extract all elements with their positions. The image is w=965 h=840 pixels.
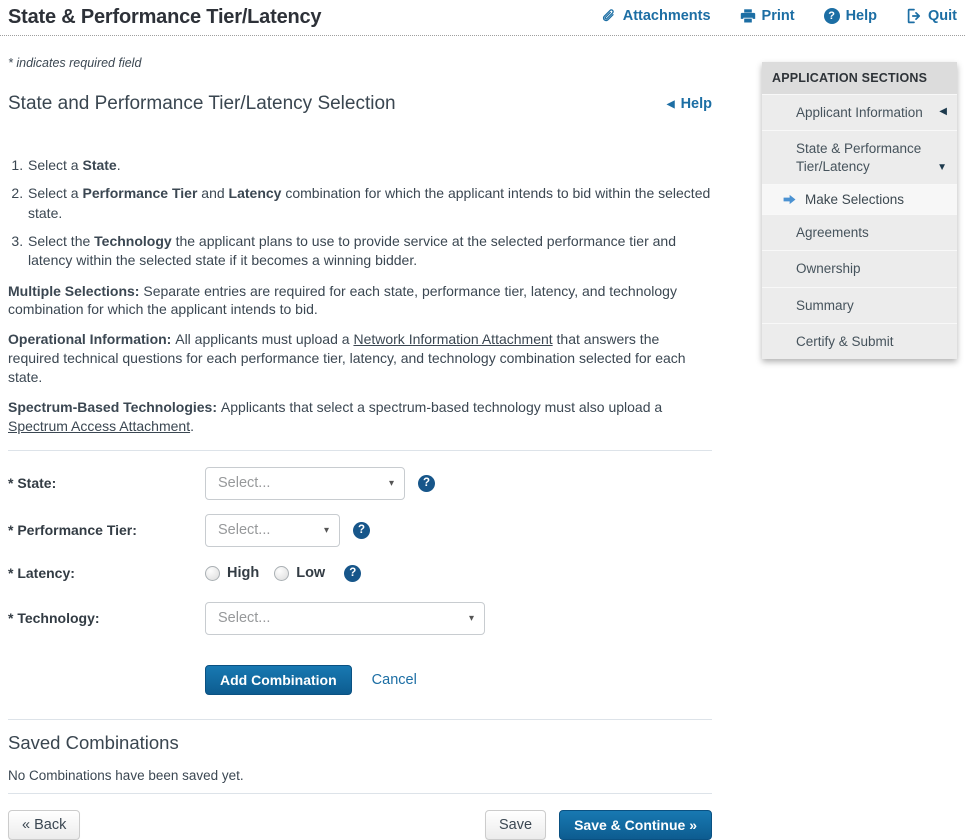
text-segment: Applicants that select a spectrum-based technology must also upload a <box>220 399 663 416</box>
latency-radio-group <box>205 565 340 581</box>
selection-form <box>8 467 712 695</box>
footer-right-actions <box>485 810 712 840</box>
performance-tier-select-value: Select... <box>218 522 271 539</box>
sidebar-title: APPLICATION SECTIONS <box>762 62 957 94</box>
quit-label: Quit <box>928 8 957 24</box>
save-button[interactable]: Save <box>485 810 546 840</box>
sidebar-item-label: State & Performance Tier/Latency <box>796 141 922 174</box>
text-segment: the applicant plans to use to provide service at the selected performance tier and latency within the selected state if it becomes a winning bidder. <box>28 232 676 269</box>
state-select-value: Select... <box>218 475 271 492</box>
text-segment: Multiple Selections: <box>8 282 144 299</box>
print-label: Print <box>761 8 795 24</box>
cancel-link[interactable]: Cancel <box>371 671 417 688</box>
sidebar-item-applicant-information[interactable] <box>762 94 957 130</box>
text-segment: . <box>116 157 121 173</box>
form-divider <box>8 450 712 451</box>
text-segment: Latency <box>228 185 282 202</box>
performance-tier-select[interactable] <box>205 514 340 547</box>
sidebar-item-state-performance[interactable] <box>762 130 957 184</box>
text-segment: and <box>197 185 229 202</box>
collapsed-indicator-icon: ◀ <box>939 106 947 118</box>
save-continue-button[interactable]: Save & Continue » <box>559 810 712 840</box>
note-spectrum-technologies <box>8 398 712 436</box>
state-row <box>8 467 712 500</box>
sidebar-item-label: Applicant Information <box>796 105 923 120</box>
performance-tier-help-icon[interactable]: ? <box>353 522 370 539</box>
state-label: * State: <box>8 475 57 492</box>
sidebar-item-ownership[interactable] <box>762 250 957 286</box>
quit-link[interactable] <box>906 8 957 24</box>
state-help-icon[interactable]: ? <box>418 475 435 492</box>
latency-low-label[interactable]: Low <box>296 565 326 582</box>
footer-actions <box>8 810 712 840</box>
text-segment: Technology <box>94 232 172 249</box>
chevron-down-icon: ▾ <box>323 524 329 536</box>
instruction-item <box>27 184 712 223</box>
sidebar-item-certify-submit[interactable] <box>762 323 957 359</box>
technology-select[interactable] <box>205 602 485 635</box>
printer-icon <box>740 8 756 24</box>
text-segment: . <box>190 417 194 434</box>
text-segment: that answers the required technical questions for each performance tier, latency, and technology combination selected for each state. <box>8 331 686 386</box>
back-button[interactable]: « Back <box>8 810 80 840</box>
inline-link[interactable]: Spectrum Access Attachment <box>8 417 191 434</box>
performance-tier-row <box>8 514 712 547</box>
form-actions <box>205 665 712 695</box>
text-segment: Select the <box>28 232 95 249</box>
help-link-top[interactable] <box>824 8 877 24</box>
add-combination-button[interactable]: Add Combination <box>205 665 352 695</box>
latency-low-radio[interactable] <box>274 566 289 581</box>
paperclip-icon <box>601 8 617 24</box>
help-label-top: Help <box>845 8 877 24</box>
current-step-arrow-icon <box>783 194 797 205</box>
text-segment: combination for which the applicant intends to bid within the selected state. <box>28 185 711 221</box>
required-field-note: * indicates required field <box>8 56 142 70</box>
header-divider <box>0 35 965 36</box>
technology-label: * Technology: <box>8 610 100 627</box>
performance-tier-label: * Performance Tier: <box>8 522 137 539</box>
sidebar-item-label: Summary <box>796 297 854 313</box>
state-select[interactable] <box>205 467 405 500</box>
sidebar-item-label: Ownership <box>796 261 861 277</box>
text-segment: Operational Information: <box>8 331 176 348</box>
application-sections-sidebar <box>762 62 957 359</box>
attachments-link[interactable] <box>601 8 711 24</box>
sidebar-item-agreements[interactable] <box>762 214 957 250</box>
text-segment: Select a <box>28 157 83 173</box>
main-content <box>8 92 712 840</box>
technology-select-value: Select... <box>218 610 271 627</box>
sidebar-item-label: Agreements <box>796 225 869 241</box>
sidebar-item-make-selections[interactable] <box>762 184 957 214</box>
latency-row <box>8 561 712 586</box>
sidebar-item-summary[interactable] <box>762 287 957 323</box>
page-title: State & Performance Tier/Latency <box>8 6 322 28</box>
technology-row <box>8 602 712 635</box>
text-segment: State <box>82 157 117 173</box>
note-operational-information <box>8 330 712 387</box>
latency-high-label[interactable]: High <box>227 565 260 582</box>
expanded-indicator-icon: ▼ <box>937 162 947 173</box>
footer-divider <box>8 793 712 794</box>
note-multiple-selections <box>8 282 712 320</box>
inline-link[interactable]: Network Information Attachment <box>353 331 553 348</box>
left-triangle-icon: ◀ <box>666 98 675 110</box>
section-header <box>8 92 712 116</box>
instruction-item <box>27 156 712 175</box>
instruction-list <box>8 156 712 271</box>
text-segment: Performance Tier <box>82 185 198 202</box>
latency-high-radio[interactable] <box>205 566 220 581</box>
latency-help-icon[interactable]: ? <box>344 565 361 582</box>
sidebar-item-label: Make Selections <box>805 191 905 207</box>
text-segment: All applicants must upload a <box>175 331 354 348</box>
attachments-label: Attachments <box>622 8 711 24</box>
saved-combinations-empty-message: No Combinations have been saved yet. <box>8 767 244 783</box>
chevron-down-icon: ▾ <box>468 612 474 624</box>
saved-section-divider <box>8 719 712 720</box>
section-help-link[interactable] <box>667 96 712 112</box>
sidebar-item-label: Certify & Submit <box>796 333 894 349</box>
top-links <box>601 8 957 24</box>
saved-combinations-heading: Saved Combinations <box>8 731 179 753</box>
top-bar <box>0 0 965 29</box>
help-circle-icon: ? <box>824 8 840 24</box>
chevron-down-icon: ▾ <box>388 477 394 489</box>
section-heading: State and Performance Tier/Latency Selection <box>8 93 396 114</box>
text-segment: Separate entries are required for each state, performance tier, latency, and technology combination for which the applicant intends to bid. <box>8 282 677 318</box>
instruction-item <box>27 232 712 271</box>
print-link[interactable] <box>740 8 795 24</box>
text-segment: Spectrum-Based Technologies: <box>8 399 221 416</box>
section-help-label: Help <box>680 96 712 112</box>
text-segment: Select a <box>28 185 83 202</box>
latency-label: * Latency: <box>8 565 75 582</box>
sign-out-icon <box>906 8 922 24</box>
